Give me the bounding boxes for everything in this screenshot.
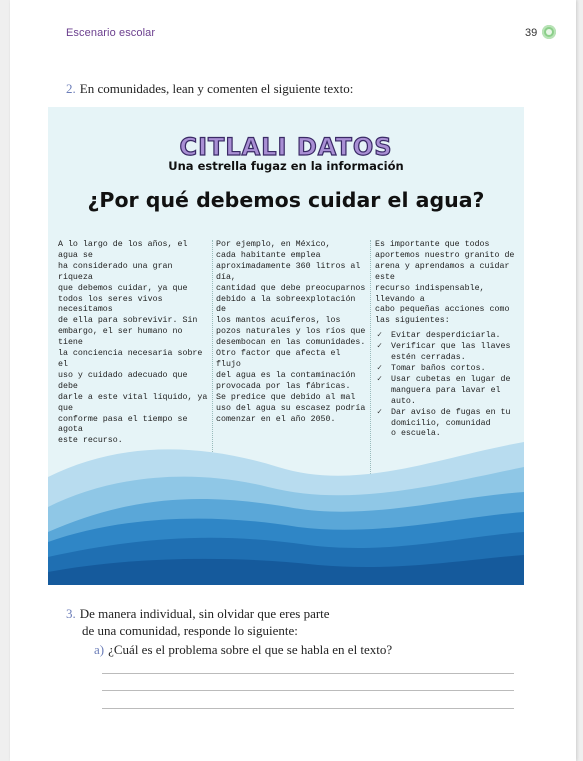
article-text-line: aproximadamente 360 litros al día,	[216, 261, 361, 282]
article-title: ¿Por qué debemos cuidar el agua?	[87, 188, 485, 212]
question-2	[66, 81, 353, 97]
question-3-line1: De manera individual, sin olvidar que eres parte	[79, 606, 330, 621]
article-text-line: cantidad que debe preocuparnos	[216, 283, 366, 293]
article-text-line: pozos naturales y los ríos que	[216, 327, 366, 337]
question-3a	[94, 642, 392, 658]
article-text-line: embargo, el ser humano no tiene	[58, 327, 183, 348]
article-text-line: A lo largo de los años, el agua se	[58, 240, 188, 260]
article-brand: CITLALI DATOS	[179, 133, 393, 161]
page-number: 39	[525, 27, 538, 39]
water-waves-illustration	[48, 437, 524, 585]
checklist-item-text: domicilio, comunidad	[391, 418, 491, 428]
textbook-page	[10, 0, 576, 761]
checkmark-icon: ✓	[377, 374, 382, 384]
article-text-line: darle a este vital líquido, ya que	[58, 392, 208, 413]
article-text-line: uso y cuidado adecuado que debe	[58, 370, 188, 391]
checklist-item	[375, 408, 517, 441]
article-text-line: este recurso.	[58, 436, 123, 446]
checklist-item-text: Dar aviso de fugas en tu	[391, 407, 511, 417]
article-text-line: comenzar en el año 2050.	[216, 414, 336, 424]
question-3a-text: ¿Cuál es el problema sobre el que se habla en el texto?	[108, 642, 393, 657]
article-text-line: los mantos acuíferos, los	[216, 316, 341, 326]
article-text-line: uso del agua su escasez podría	[216, 403, 366, 413]
question-3	[66, 605, 330, 639]
section-header: Escenario escolar	[66, 27, 156, 39]
question-3-line2: de una comunidad, responde lo siguiente:	[82, 623, 298, 638]
article-text-line: ha considerado una gran riqueza	[58, 261, 173, 282]
article-text-line: conforme pasa el tiempo se agota	[58, 414, 188, 435]
checklist-item-text: Evitar desperdiciarla.	[391, 331, 501, 341]
article-column-2	[216, 240, 366, 425]
question-3-number: 3.	[66, 606, 76, 621]
article-text-line: cabo pequeñas acciones como	[375, 305, 510, 315]
checklist-item-text: o escuela.	[391, 429, 441, 439]
article-text-line: cada habitante emplea	[216, 250, 321, 260]
article-text-line: Es importante que todos	[375, 240, 490, 249]
article-text-line: todos los seres vivos necesitamos	[58, 294, 163, 315]
article-text-line: que debemos cuidar, ya que	[58, 283, 188, 293]
checkmark-icon: ✓	[377, 363, 382, 373]
article-column-1	[58, 240, 208, 447]
article-text-line: desembocan en las comunidades.	[216, 338, 366, 348]
checkmark-icon: ✓	[377, 331, 382, 341]
article-text-line: de ella para sobrevivir. Sin	[58, 316, 198, 326]
article-text-line: del agua es la contaminación	[216, 370, 356, 380]
checklist-item-text: estén cerradas.	[391, 353, 466, 363]
article-subtitle: Una estrella fugaz en la información	[168, 159, 404, 173]
article-text-line: las siguientes:	[375, 316, 450, 326]
checklist-item	[375, 375, 517, 408]
article-text-line: provocada por las fábricas.	[216, 381, 351, 391]
checkmark-icon: ✓	[377, 407, 382, 417]
question-3a-letter: a)	[94, 642, 105, 657]
article-text-line: Se predice que debido al mal	[216, 392, 356, 402]
article-text-line: Otro factor que afecta el flujo	[216, 349, 341, 369]
article-text-line: aportemos nuestro granito de	[375, 250, 515, 260]
article-text-line: la conciencia necesaria sobre el	[58, 349, 203, 369]
checklist-item	[375, 331, 517, 342]
article-text-line: debido a la sobreexplotación de	[216, 294, 356, 315]
question-2-text: En comunidades, lean y comenten el siguiente texto:	[79, 81, 354, 96]
checklist-item-text: Tomar baños cortos.	[391, 363, 486, 373]
article-text-line: arena y aprendamos a cuidar este	[375, 261, 510, 282]
answer-line[interactable]	[102, 673, 514, 674]
question-2-number: 2.	[66, 81, 76, 96]
checklist-item	[375, 364, 517, 375]
checkmark-icon: ✓	[377, 342, 382, 352]
answer-line[interactable]	[102, 708, 514, 709]
tips-checklist	[375, 331, 517, 440]
checklist-item	[375, 342, 517, 364]
article-panel	[48, 107, 524, 585]
checklist-item-text: Usar cubetas en lugar de	[391, 374, 511, 384]
checklist-item-text: manguera para lavar el auto.	[391, 385, 501, 406]
checklist-item-text: Verificar que las llaves	[391, 342, 511, 352]
article-text-line: recurso indispensable, llevando a	[375, 283, 485, 304]
page-badge-icon	[542, 25, 556, 39]
answer-line[interactable]	[102, 690, 514, 691]
article-text-line: Por ejemplo, en México,	[216, 240, 331, 249]
article-column-3	[375, 240, 517, 440]
